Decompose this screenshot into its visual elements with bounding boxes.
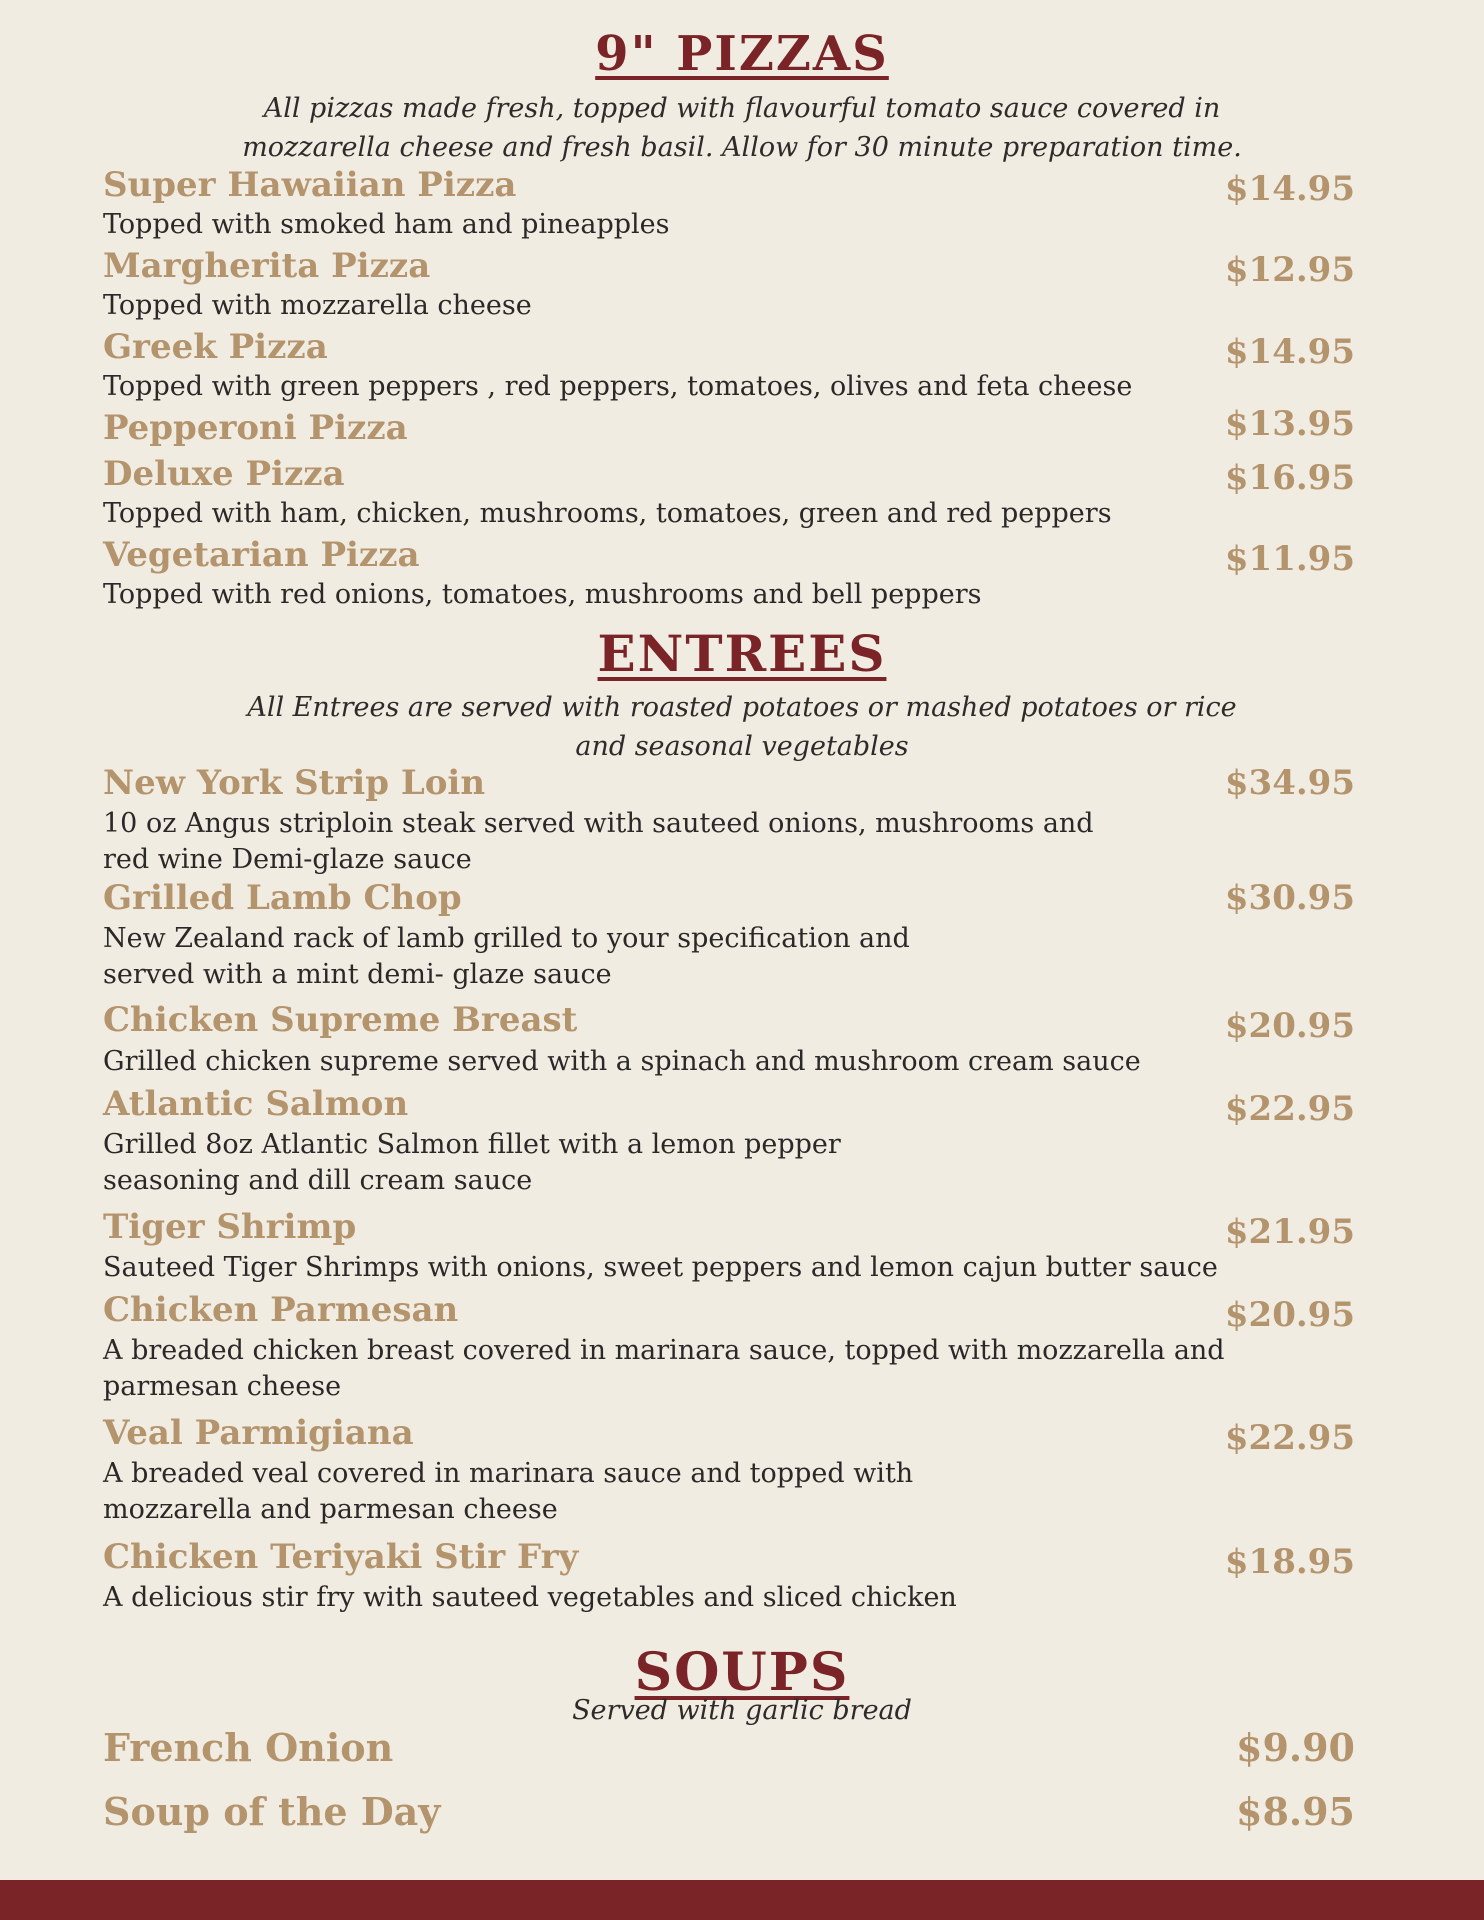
pizzas-title: 9" PIZZAS <box>595 26 889 82</box>
item-name: Grilled Lamb Chop <box>103 878 462 918</box>
item-price: $21.95 <box>1224 1212 1355 1252</box>
item-description: Grilled 8oz Atlantic Salmon fillet with a lemon pepper seasoning and dill cream sauce <box>103 1129 841 1196</box>
item-description: A delicious stir fry with sauteed vegetables and sliced chicken <box>103 1582 957 1613</box>
item-price: $20.95 <box>1224 1295 1355 1335</box>
item-description: New Zealand rack of lamb grilled to your specification and served with a mint demi- glaze sauce <box>103 923 910 990</box>
item-description: A breaded veal covered in marinara sauce and topped with mozzarella and parmesan cheese <box>103 1458 914 1525</box>
item-price: $22.95 <box>1224 1418 1355 1458</box>
item-name: French Onion <box>103 1725 394 1770</box>
item-name: Veal Parmigiana <box>103 1413 414 1453</box>
item-name: Deluxe Pizza <box>103 454 345 494</box>
item-name: Chicken Teriyaki Stir Fry <box>103 1537 579 1577</box>
entrees-title: ENTREES <box>597 624 887 683</box>
item-price: $20.95 <box>1224 1006 1355 1046</box>
item-description: Topped with smoked ham and pineapples <box>103 209 670 240</box>
item-price: $9.90 <box>1236 1725 1355 1770</box>
item-price: $14.95 <box>1224 332 1355 372</box>
item-name: Chicken Supreme Breast <box>103 1000 578 1040</box>
soups-subtitle: Served with garlic bread <box>572 1695 912 1726</box>
item-description: Grilled chicken supreme served with a spinach and mushroom cream sauce <box>103 1046 1141 1077</box>
item-description: Topped with green peppers , red peppers, tomatoes, olives and feta cheese <box>103 371 1133 402</box>
footer-bar <box>0 1880 1484 1920</box>
item-price: $30.95 <box>1224 878 1355 918</box>
item-description: 10 oz Angus striploin steak served with sauteed onions, mushrooms and red wine Demi-glaze sauce <box>103 808 1094 875</box>
item-price: $22.95 <box>1224 1089 1355 1129</box>
item-name: Greek Pizza <box>103 327 328 367</box>
item-name: New York Strip Loin <box>103 763 486 803</box>
item-price: $8.95 <box>1236 1789 1355 1834</box>
item-description: Topped with red onions, tomatoes, mushrooms and bell peppers <box>103 579 982 610</box>
item-price: $14.95 <box>1224 169 1355 209</box>
item-description: A breaded chicken breast covered in marinara sauce, topped with mozzarella and parmesan cheese <box>103 1335 1225 1402</box>
item-price: $13.95 <box>1224 404 1355 444</box>
soups-title: SOUPS <box>634 1642 850 1703</box>
item-description: Topped with ham, chicken, mushrooms, tomatoes, green and red peppers <box>103 498 1112 529</box>
item-price: $34.95 <box>1224 763 1355 803</box>
item-price: $16.95 <box>1224 458 1355 498</box>
item-name: Tiger Shrimp <box>103 1207 357 1247</box>
entrees-subtitle: All Entrees are served with roasted potatoes or mashed potatoes or rice and seasonal vegetables <box>247 692 1237 762</box>
item-description: Sauteed Tiger Shrimps with onions, sweet peppers and lemon cajun butter sauce <box>103 1252 1218 1283</box>
pizzas-subtitle: All pizzas made fresh, topped with flavourful tomato sauce covered in mozzarella cheese and fresh basil. Allow for 30 minute preparation time. <box>242 93 1242 163</box>
item-price: $11.95 <box>1224 539 1355 579</box>
item-name: Atlantic Salmon <box>103 1084 409 1124</box>
item-name: Pepperoni Pizza <box>103 408 408 448</box>
item-description: Topped with mozzarella cheese <box>103 290 532 321</box>
item-price: $18.95 <box>1224 1542 1355 1582</box>
item-price: $12.95 <box>1224 250 1355 290</box>
item-name: Margherita Pizza <box>103 246 431 286</box>
item-name: Super Hawaiian Pizza <box>103 165 517 205</box>
item-name: Chicken Parmesan <box>103 1290 459 1330</box>
item-name: Soup of the Day <box>103 1789 441 1834</box>
item-name: Vegetarian Pizza <box>103 535 420 575</box>
